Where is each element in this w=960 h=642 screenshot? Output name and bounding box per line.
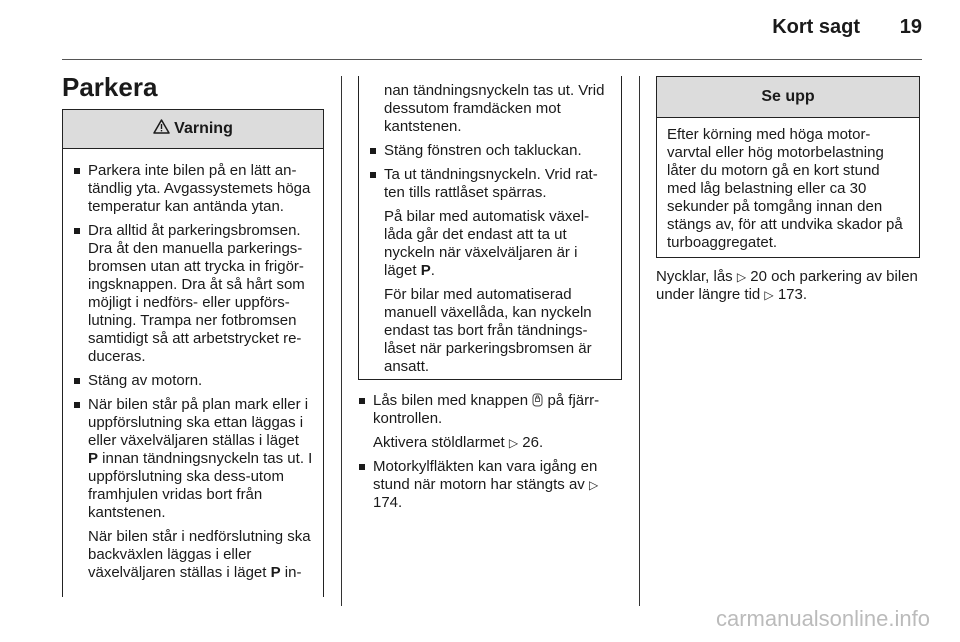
running-header-title: Kort sagt (772, 16, 860, 38)
warning-item: När bilen står på plan mark eller i uppförslutning ska ettan läggas i eller växelväljaren ställas i läget P innan tändningsnyckeln tas ut. I uppförslutning ska dess-utom framhjulen vridas bort från kantstenen. (73, 396, 313, 522)
automated-manual-paragraph: För bilar med automatiserad manuell växellåda, kan nyckeln endast tas bort från tändnings-låset när parkeringsbromsen är ansatt. (384, 286, 592, 375)
page-number: 19 (899, 16, 922, 38)
warning-triangle-icon (153, 119, 170, 139)
watermark: carmanualsonline.info (715, 606, 930, 631)
warning-sub-paragraph: När bilen står i nedförslutning ska backväxlen läggas i eller växelväljaren ställas i läget P in- (88, 528, 311, 581)
page-reference-arrow-icon: ▷ (588, 478, 599, 492)
warning-box-heading (63, 110, 323, 149)
caution-box (656, 76, 920, 258)
page-reference-arrow-icon: ▷ (736, 270, 747, 284)
caution-box-body: Efter körning med höga motor-varvtal eller hög motorbelastning låter du motorn gå en kort stund med låg belastning eller ca 30 sekunder på tomgång innan den stängs av, för att undvika skador på turboaggregatet. (667, 126, 903, 251)
section-title: Parkera (62, 72, 158, 102)
alarm-paragraph: Aktivera stöldlarmet ▷ 26. (373, 434, 544, 451)
page-reference[interactable]: 174. (373, 494, 403, 511)
warning-box (62, 109, 324, 597)
warning-continuation-text: nan tändningsnyckeln tas ut. Vrid dessutom framdäcken mot kantstenen. (384, 82, 605, 135)
fan-info-item: Motorkylfläkten kan vara igång en stund när motorn har stängts av ▷ 174. (358, 458, 620, 512)
warning-item: Stäng fönstren och takluckan. (369, 142, 611, 160)
page-reference[interactable]: 20 (750, 268, 767, 285)
warning-item: Parkera inte bilen på en lätt an-tändlig yta. Avgassystemets höga temperatur kan antända ytan. (73, 162, 313, 216)
lock-key-icon (532, 392, 543, 409)
column-divider-2 (639, 76, 640, 606)
page-reference[interactable]: 173. (777, 286, 808, 303)
lock-instruction-item: Lås bilen med knappen på fjärr-kontrollen. (358, 392, 620, 428)
header-divider (62, 59, 922, 60)
page-reference-arrow-icon: ▷ (508, 436, 519, 450)
column-2-body (358, 392, 620, 518)
page-reference-arrow-icon: ▷ (764, 288, 774, 302)
page-reference[interactable]: 26. (522, 434, 544, 451)
warning-box-continuation (358, 76, 622, 380)
warning-item: Stäng av motorn. (73, 372, 313, 390)
column-divider-1 (341, 76, 342, 606)
cross-reference-paragraph: Nycklar, lås ▷ 20 och parkering av bilen under längre tid ▷ 173. (656, 268, 918, 303)
automatic-gearbox-paragraph: På bilar med automatisk växel-låda går det endast att ta ut nyckeln när växelväljaren är i läget P. (384, 208, 590, 279)
warning-box-heading-text: Varning (174, 120, 233, 137)
warning-item: Dra alltid åt parkeringsbromsen. Dra åt den manuella parkerings-bromsen utan att trycka in frigör-ingsknappen. Dra åt så hårt som möjligt i nedförs- eller uppförs-lutning. Trampa ner fotbromsen samtidigt så att arbetstrycket re-duceras. (73, 222, 313, 366)
caution-box-heading: Se upp (657, 77, 919, 118)
warning-item: Ta ut tändningsnyckeln. Vrid rat-ten tills rattlåset spärras. (369, 166, 611, 202)
